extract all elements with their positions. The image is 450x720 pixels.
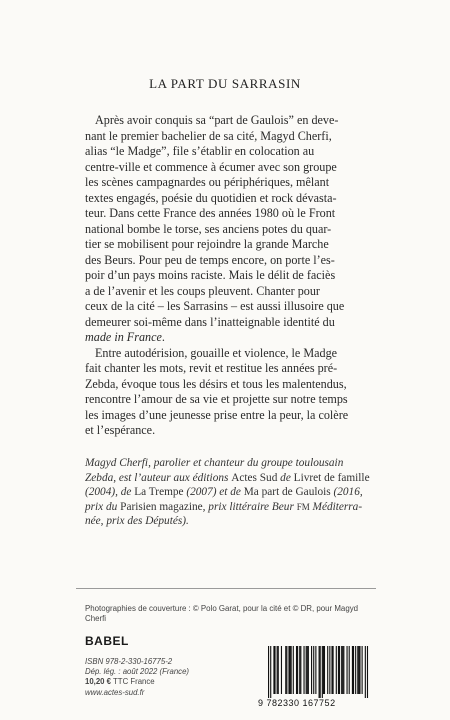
barcode-bar	[355, 646, 356, 694]
barcode-bar	[327, 646, 328, 694]
barcode-bar	[300, 646, 301, 694]
blurb-line: et l’espérance.	[85, 423, 156, 437]
barcode-bar	[357, 646, 358, 694]
bio-line: née, prix des Députés).	[85, 515, 189, 528]
website: www.actes-sud.fr	[85, 687, 145, 697]
barcode-bar	[333, 646, 334, 694]
barcode-bar	[365, 646, 366, 698]
bio-book-title: La Trempe	[134, 486, 184, 499]
barcode-bar	[331, 646, 332, 694]
blurb-line: les images d’une jeunesse prise entre la peur, la colère	[85, 407, 349, 422]
barcode-bar	[341, 646, 342, 694]
barcode-bar	[329, 646, 330, 694]
bio-text: de	[277, 471, 294, 484]
blurb-line: alias “le Madge”, file s’établir en colocation au	[85, 144, 315, 158]
blurb	[85, 113, 377, 439]
photo-credits	[85, 604, 385, 624]
blurb-line: des Beurs. Pour peu de temps encore, on porte l’es-	[85, 252, 335, 267]
barcode-bar	[281, 646, 282, 694]
barcode-bar	[322, 646, 323, 698]
barcode-bar	[320, 646, 321, 698]
blurb-line: Après avoir conquis sa “part de Gaulois” en deve-	[95, 113, 339, 127]
barcode-bar	[313, 646, 314, 694]
barcode-bar	[288, 646, 289, 694]
bio-line	[85, 500, 377, 515]
book-title: LA PART DU SARRASIN	[149, 76, 301, 91]
barcode-bar	[307, 646, 308, 694]
barcode-bar	[349, 646, 350, 694]
barcode-bar	[353, 646, 354, 694]
barcode-bar	[308, 646, 309, 694]
price-suffix: TTC France	[111, 677, 155, 687]
barcode-bar	[352, 646, 353, 694]
blurb-line: rencontre l’amour de sa vie et projette sur notre temps	[85, 392, 348, 406]
blurb-line: poir d’un pays moins raciste. Mais le délit de faciès	[85, 268, 336, 282]
bio-text: prix du	[85, 500, 121, 513]
barcode-bar	[311, 646, 312, 694]
credits-line: Cherfi	[85, 614, 107, 623]
barcode-bar	[277, 646, 278, 694]
blurb-line: fait chanter les mots, revit et restitue les années pré-	[85, 361, 338, 375]
barcode-bar	[268, 646, 269, 698]
blurb-line: teur. Dans cette France des années 1980 où le Front	[85, 206, 336, 220]
blurb-line: ceux de la cité – les Sarrasins – est aussi illusoire que	[85, 299, 345, 313]
barcode-bar	[278, 646, 279, 694]
bio-publisher: Actes Sud	[231, 471, 278, 484]
legal-deposit: Dép. lég. : août 2022 (France)	[85, 667, 190, 677]
barcode-bar	[285, 646, 286, 694]
barcode	[258, 646, 378, 710]
bio-text: Zebda, est l’auteur aux éditions	[85, 471, 232, 484]
barcode-bar	[315, 646, 316, 694]
blurb-line: demeurer soi-même dans l’inatteignable identité du	[85, 314, 335, 329]
isbn: ISBN 978-2-330-16775-2	[85, 657, 173, 666]
barcode-bar	[342, 646, 343, 694]
author-bio	[85, 456, 377, 529]
divider	[76, 588, 376, 589]
bio-text: , prix littéraire Beur	[202, 500, 297, 513]
bio-book-title: Livret de famille	[293, 471, 370, 484]
barcode-digits: 9 782330 167752	[258, 698, 336, 708]
barcode-bar	[362, 646, 363, 694]
price	[85, 677, 245, 687]
barcode-bar	[338, 646, 339, 694]
bio-text: (2004), de	[85, 486, 135, 499]
publisher-name: BABEL	[85, 634, 129, 648]
blurb-line: national bombe le torse, ses anciens potes du quar-	[85, 221, 332, 236]
bio-text: Méditerra-	[309, 500, 363, 513]
barcode-bar	[319, 646, 320, 698]
blurb-line: a de l’avenir et les coups pleuvent. Chanter pour	[85, 283, 320, 298]
bio-line	[85, 471, 377, 486]
barcode-bar	[270, 646, 271, 698]
barcode-bar	[306, 646, 307, 694]
bio-line	[85, 485, 377, 500]
barcode-bar	[346, 646, 347, 694]
bio-text: (2016,	[330, 486, 363, 499]
punctuation: .	[161, 330, 165, 344]
blurb-paragraph-2	[85, 346, 377, 439]
bio-text: (2007) et de	[183, 486, 244, 499]
blurb-line: textes engagés, poésie du quotidien et rock dévasta-	[85, 190, 337, 205]
barcode-bar	[299, 646, 300, 694]
blurb-line: centre-ville et commence à écumer avec son groupe	[85, 159, 337, 174]
barcode-bar	[293, 646, 294, 694]
barcode-bar	[274, 646, 275, 694]
barcode-bar	[343, 646, 344, 694]
barcode-bar	[339, 646, 340, 694]
bio-book-title: Ma part de Gaulois	[243, 486, 331, 499]
bio-magazine: Parisien magazine	[120, 500, 203, 513]
barcode-bar	[323, 646, 324, 694]
blurb-line: nant le premier bachelier de sa cité, Magyd Cherfi,	[85, 128, 332, 143]
barcode-bar	[324, 646, 325, 694]
blurb-line: tier se mobilisent pour rejoindre la grande Marche	[85, 237, 329, 251]
blurb-line: les scènes campagnardes ou périphériques, mêlant	[85, 175, 330, 189]
barcode-bar	[358, 646, 359, 694]
bio-text: FM	[296, 501, 310, 512]
barcode-bar	[290, 646, 291, 694]
barcode-bar	[296, 646, 297, 694]
blurb-line: Entre autodérision, gouaille et violence, le Madge	[95, 345, 338, 360]
barcode-bar	[291, 646, 292, 694]
book-meta	[85, 657, 245, 698]
barcode-bar	[359, 646, 360, 694]
credits-line: Photographies de couverture : © Polo Garat, pour la cité et © DR, pour Magyd	[85, 604, 359, 613]
italic-phrase: made in France	[85, 330, 162, 344]
barcode-bar	[367, 646, 368, 698]
blurb-paragraph-1	[85, 113, 377, 346]
bio-line: Magyd Cherfi, parolier et chanteur du groupe toulousain	[85, 457, 344, 469]
barcode-bar	[297, 646, 298, 694]
blurb-line: Zebda, évoque tous les désirs et tous les malentendus,	[85, 376, 347, 391]
price-value: 10,20 €	[85, 677, 112, 687]
barcode-bar	[336, 646, 337, 694]
barcode-bars	[258, 646, 378, 698]
blurb-line-last	[85, 330, 377, 346]
barcode-bar	[273, 646, 274, 694]
barcode-bar	[303, 646, 304, 694]
barcode-bar	[286, 646, 287, 694]
